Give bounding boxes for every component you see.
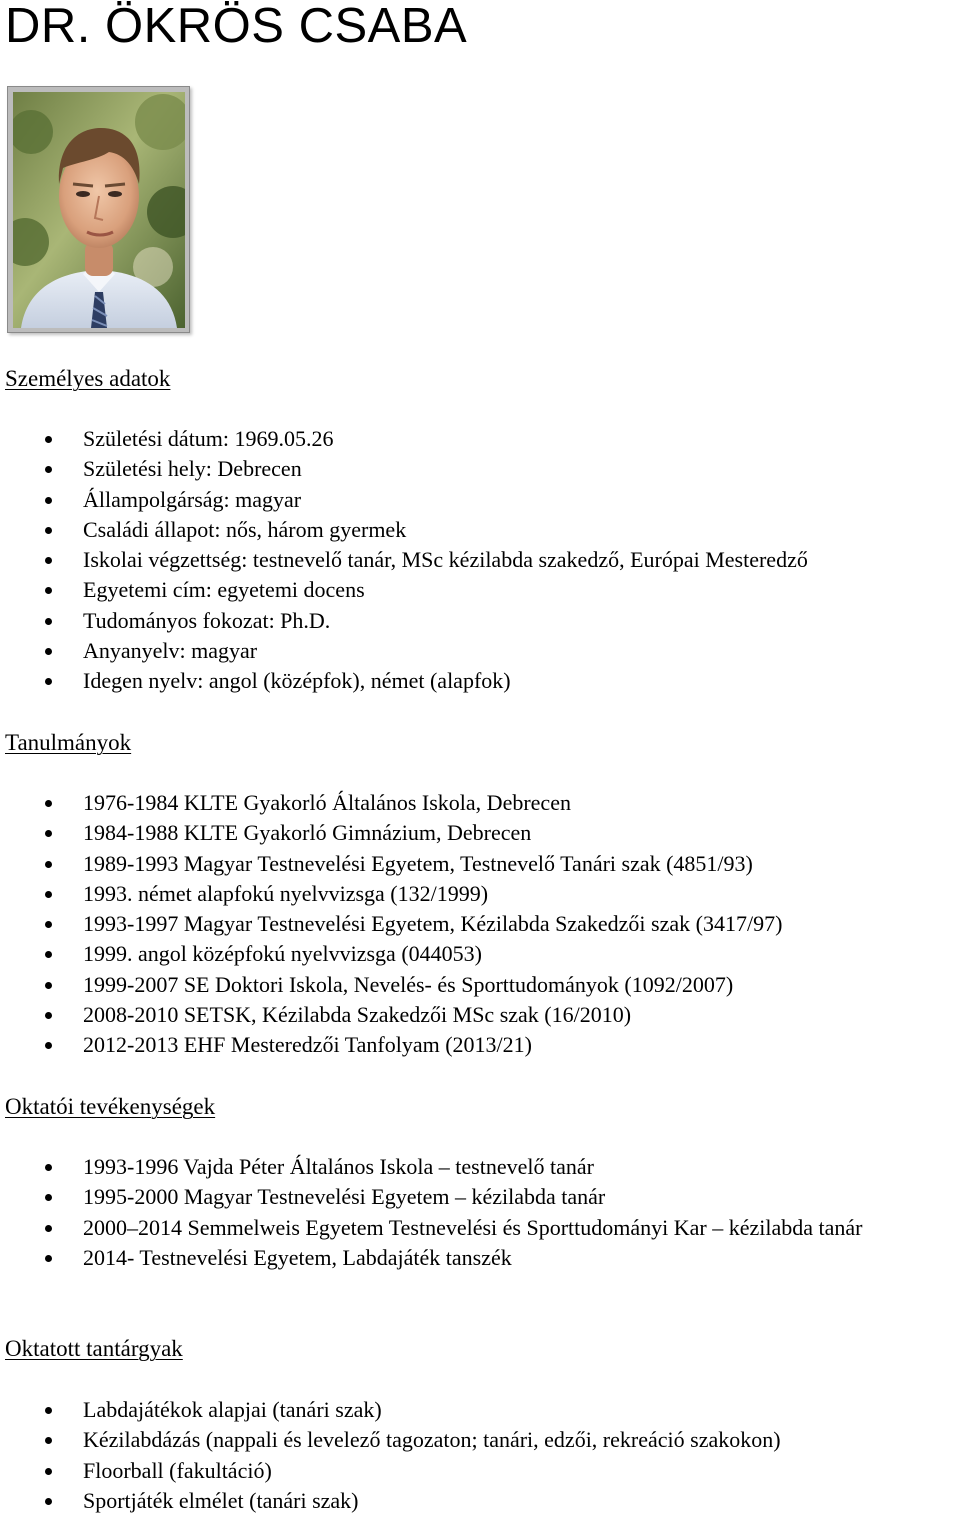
list-item: Iskolai végzettség: testnevelő tanár, MSc kézilabda szakedző, Európai Mesteredző: [0, 545, 960, 575]
list-item: 1976-1984 KLTE Gyakorló Általános Iskola, Debrecen: [0, 788, 960, 818]
list-item: 2012-2013 EHF Mesteredzői Tanfolyam (2013/21): [0, 1030, 960, 1060]
portrait-photo: [7, 86, 190, 333]
bullet-icon: [45, 1468, 52, 1475]
bullet-icon: [45, 618, 52, 625]
bullet-icon: [45, 587, 52, 594]
bullet-icon: [45, 1042, 52, 1049]
bullet-icon: [45, 1225, 52, 1232]
list-item: Sportjáték elmélet (tanári szak): [0, 1486, 960, 1516]
bullet-icon: [45, 1407, 52, 1414]
list-item: 1999. angol középfokú nyelvvizsga (044053): [0, 939, 960, 969]
list-item: Családi állapot: nős, három gyermek: [0, 515, 960, 545]
list-item: 2008-2010 SETSK, Kézilabda Szakedzői MSc szak (16/2010): [0, 1000, 960, 1030]
list-item: 1989-1993 Magyar Testnevelési Egyetem, Testnevelő Tanári szak (4851/93): [0, 849, 960, 879]
bullet-icon: [45, 951, 52, 958]
bullet-icon: [45, 861, 52, 868]
bullet-icon: [45, 678, 52, 685]
bullet-icon: [45, 1255, 52, 1262]
bullet-icon: [45, 557, 52, 564]
list-item: 1993-1996 Vajda Péter Általános Iskola – testnevelő tanár: [0, 1152, 960, 1182]
section-heading-teaching: Oktatói tevékenységek: [5, 1094, 216, 1119]
bullet-icon: [45, 1194, 52, 1201]
bullet-icon: [45, 1164, 52, 1171]
list-item: Kézilabdázás (nappali és levelező tagozaton; tanári, edzői, rekreáció szakokon): [0, 1425, 960, 1455]
list-item: Állampolgárság: magyar: [0, 485, 960, 515]
bullet-icon: [45, 891, 52, 898]
bullet-icon: [45, 982, 52, 989]
bullet-icon: [45, 527, 52, 534]
section-heading-subjects: Oktatott tantárgyak: [5, 1336, 183, 1361]
list-item: Floorball (fakultáció): [0, 1456, 960, 1486]
list-item: 1995-2000 Magyar Testnevelési Egyetem – kézilabda tanár: [0, 1182, 960, 1212]
list-item: 1993. német alapfokú nyelvvizsga (132/1999): [0, 879, 960, 909]
personal-data-list: [0, 424, 960, 697]
list-item: Tudományos fokozat: Ph.D.: [0, 606, 960, 636]
bullet-icon: [45, 800, 52, 807]
studies-list: [0, 788, 960, 1061]
list-item: Egyetemi cím: egyetemi docens: [0, 575, 960, 605]
taught-subjects-list: [0, 1395, 960, 1516]
list-item: 1999-2007 SE Doktori Iskola, Nevelés- és Sporttudományok (1092/2007): [0, 970, 960, 1000]
list-item: Labdajátékok alapjai (tanári szak): [0, 1395, 960, 1425]
list-item: Idegen nyelv: angol (középfok), német (alapfok): [0, 666, 960, 696]
list-item: Anyanyelv: magyar: [0, 636, 960, 666]
list-item: 1984-1988 KLTE Gyakorló Gimnázium, Debrecen: [0, 818, 960, 848]
bullet-icon: [45, 1012, 52, 1019]
bullet-icon: [45, 466, 52, 473]
bullet-icon: [45, 1437, 52, 1444]
bullet-icon: [45, 436, 52, 443]
list-item: Születési dátum: 1969.05.26: [0, 424, 960, 454]
list-item: 1993-1997 Magyar Testnevelési Egyetem, Kézilabda Szakedzői szak (3417/97): [0, 909, 960, 939]
list-item: 2000–2014 Semmelweis Egyetem Testnevelési és Sporttudományi Kar – kézilabda tanár: [0, 1213, 960, 1243]
section-heading-studies: Tanulmányok: [5, 730, 132, 755]
bullet-icon: [45, 921, 52, 928]
bullet-icon: [45, 648, 52, 655]
list-item: Születési hely: Debrecen: [0, 454, 960, 484]
bullet-icon: [45, 1498, 52, 1505]
teaching-activities-list: [0, 1152, 960, 1273]
portrait-image: [13, 92, 185, 328]
bullet-icon: [45, 497, 52, 504]
section-heading-personal: Személyes adatok: [5, 366, 171, 391]
bullet-icon: [45, 830, 52, 837]
list-item: 2014- Testnevelési Egyetem, Labdajáték tanszék: [0, 1243, 960, 1273]
page-title: DR. ÖKRÖS CSABA: [5, 0, 468, 53]
